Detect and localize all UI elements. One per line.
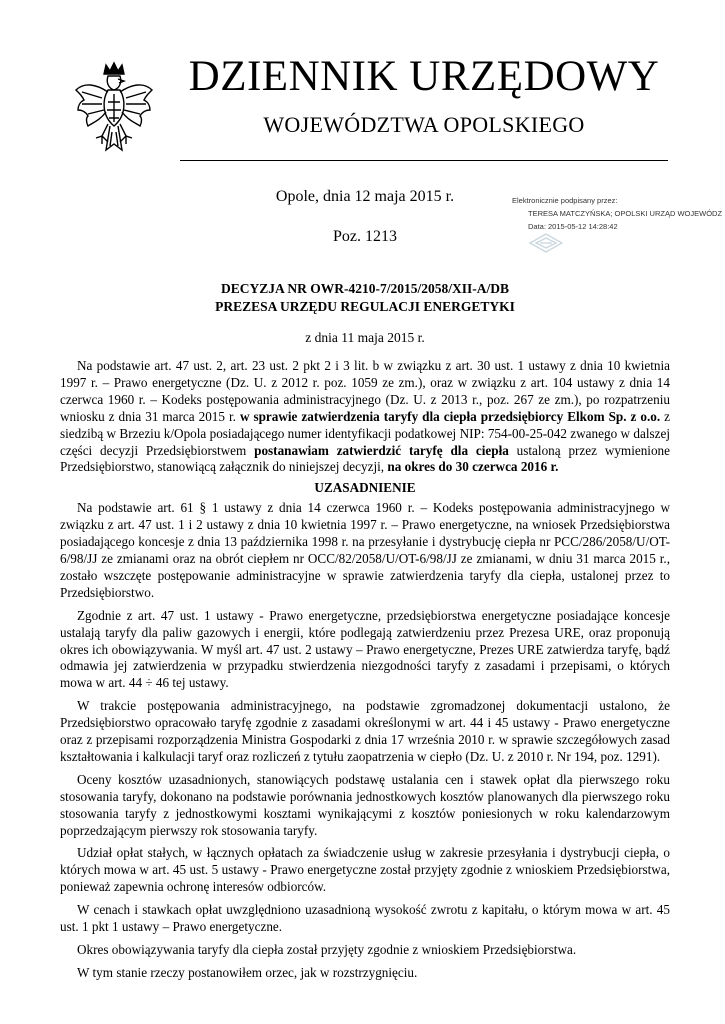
intro-paragraph: Na podstawie art. 47 ust. 2, art. 23 ust. 2 pkt 2 i 3 lit. b w związku z art. 30 ust. 1 ustawy z dnia 10 kwietnia 1997 r. – Prawo energetyczne (Dz. U. z 2012 r. poz. 1059 ze zm.), oraz w związku z art. 104 ustawy z dnia 14 czerwca 1960 r. – Kodeks postępowania administracyjnego (Dz. U. z 2013 r., poz. 267 ze zm.), po rozpatrzeniu wniosku z dnia 31 marca 2015 r. w sprawie zatwierdzenia taryfy dla ciepła przedsiębiorcy Elkom Sp. z o.o. z siedzibą w Brzeziu k/Opola posiadającego numer identyfikacji podatkowej NIP: 754-00-25-042 zwanego w dalszej części decyzji Przedsiębiorstwem postanawiam zatwierdzić taryfę dla ciepła ustaloną przez wymienione Przedsiębiorstwo, stanowiącą załącznik do niniejszej decyzji, na okres do 30 czerwca 2016 r. [60, 358, 671, 475]
signature-signer: TERESA MATCZYŃSKA; OPOLSKI URZĄD WOJEWÓDZ [528, 209, 723, 218]
intro-bold-period: na okres do 30 czerwca 2016 r. [387, 459, 559, 475]
decision-number: DECYZJA NR OWR-4210-7/2015/2058/XII-A/DB [220, 281, 509, 296]
position-number: Poz. 1213 [333, 228, 397, 245]
intro-bold-subject: w sprawie zatwierdzenia taryfy dla ciepła przedsiębiorcy Elkom Sp. z o.o. [239, 408, 661, 424]
intro-bold-decision: postanawiam zatwierdzić taryfę dla ciepła [254, 442, 509, 458]
signature-label: Elektronicznie podpisany przez: [512, 196, 618, 205]
justification-paragraph: Udział opłat stałych, w łącznych opłatach za świadczenie usług w zakresie przesyłania i dystrybucji ciepła, o których mowa w art. 45 ust. 5 ustawy - Prawo energetyczne został przyjęty zgodnie z wnioskiem Przedsiębiorstwa, ponieważ zapewnia ochronę interesów odbiorców. [60, 845, 670, 895]
justification-paragraph: W cenach i stawkach opłat uwzględniono uzasadnioną wysokość zwrotu z kapitału, o którym mowa w art. 45 ust. 1 pkt 1 ustawy – Prawo energetyczne. [60, 902, 670, 935]
section-title: UZASADNIENIE [314, 480, 416, 496]
signature-seal-icon [528, 232, 564, 254]
decision-date: z dnia 11 maja 2015 r. [305, 330, 425, 345]
justification-paragraph: W tym stanie rzeczy postanowiłem orzec, jak w rozstrzygnięciu. [77, 964, 418, 980]
journal-subtitle: WOJEWÓDZTWA OPOLSKIEGO [263, 112, 585, 137]
place-date: Opole, dnia 12 maja 2015 r. [275, 188, 455, 205]
polish-eagle-emblem [72, 60, 156, 160]
signature-date: Data: 2015-05-12 14:28:42 [528, 222, 618, 231]
justification-paragraph: Okres obowiązywania taryfy dla ciepła został przyjęty zgodnie z wnioskiem Przedsiębiorstwa. [77, 942, 577, 957]
justification-paragraph: Zgodnie z art. 47 ust. 1 ustawy - Prawo energetyczne, przedsiębiorstwa energetyczne posiadające koncesje ustalają taryfy dla paliw gazowych i energii, które podlegają zatwierdzeniu przez Prezesa URE, oraz proponują okres ich obowiązywania. W myśl art. 47 ust. 2 ustawy – Prawo energetyczne, Prezes URE zatwierdza taryfę, bądź odmawia jej zatwierdzenia w przypadku stwierdzenia niezgodności taryfy z zasadami i przepisami, o których mowa w art. 44 ÷ 46 tej ustawy. [60, 607, 670, 691]
justification-paragraph: Na podstawie art. 61 § 1 ustawy z dnia 14 czerwca 1960 r. – Kodeks postępowania administracyjnego w związku z art. 47 ust. 1 i 2 ustawy z dnia 10 kwietnia 1997 r. – Prawo energetyczne, na wniosek Przedsiębiorstwa posiadającego koncesje z dnia 13 października 1998 r. na przesyłanie i dystrybucję ciepła nr PCC/286/2058/U/OT-6/98/JJ ze zmianami oraz na obrót ciepłem nr OCC/82/2058/U/OT-6/98/JJ ze zmianami, w dniu 31 marca 2015 r., zostało wszczęte postępowanie administracyjne w sprawie zatwierdzenia taryfy dla ciepła, ustalonej przez to Przedsiębiorstwo. [60, 500, 670, 600]
decision-issuer: PREZESA URZĘDU REGULACJI ENERGETYKI [215, 299, 515, 314]
justification-paragraph: Oceny kosztów uzasadnionych, stanowiących podstawę ustalania cen i stawek opłat dla pierwszego roku stosowania taryfy, dokonano na podstawie porównania jednostkowych kosztów planowanych dla pierwszego roku stosowania taryfy z jednostkowymi kosztami wynikającymi z kosztów poniesionych w roku kalendarzowym poprzedzającym pierwszy rok stosowania taryfy. [60, 771, 670, 838]
justification-paragraph: W trakcie postępowania administracyjnego, na podstawie zgromadzonej dokumentacji ustalono, że Przedsiębiorstwo opracowało taryfę zgodnie z zasadami określonymi w art. 44 i 45 ustawy - Prawo energetyczne oraz z przepisami rozporządzenia Ministra Gospodarki z dnia 17 września 2010 r. w sprawie szczegółowych zasad kształtowania i kalkulacji taryf oraz rozliczeń z tytułu zaopatrzenia w ciepło (Dz. U. z 2010 r. Nr 194, poz. 1291). [60, 698, 670, 764]
document-body [60, 358, 670, 988]
masthead-divider [180, 160, 668, 161]
journal-title: DZIENNIK URZĘDOWY [188, 53, 660, 100]
